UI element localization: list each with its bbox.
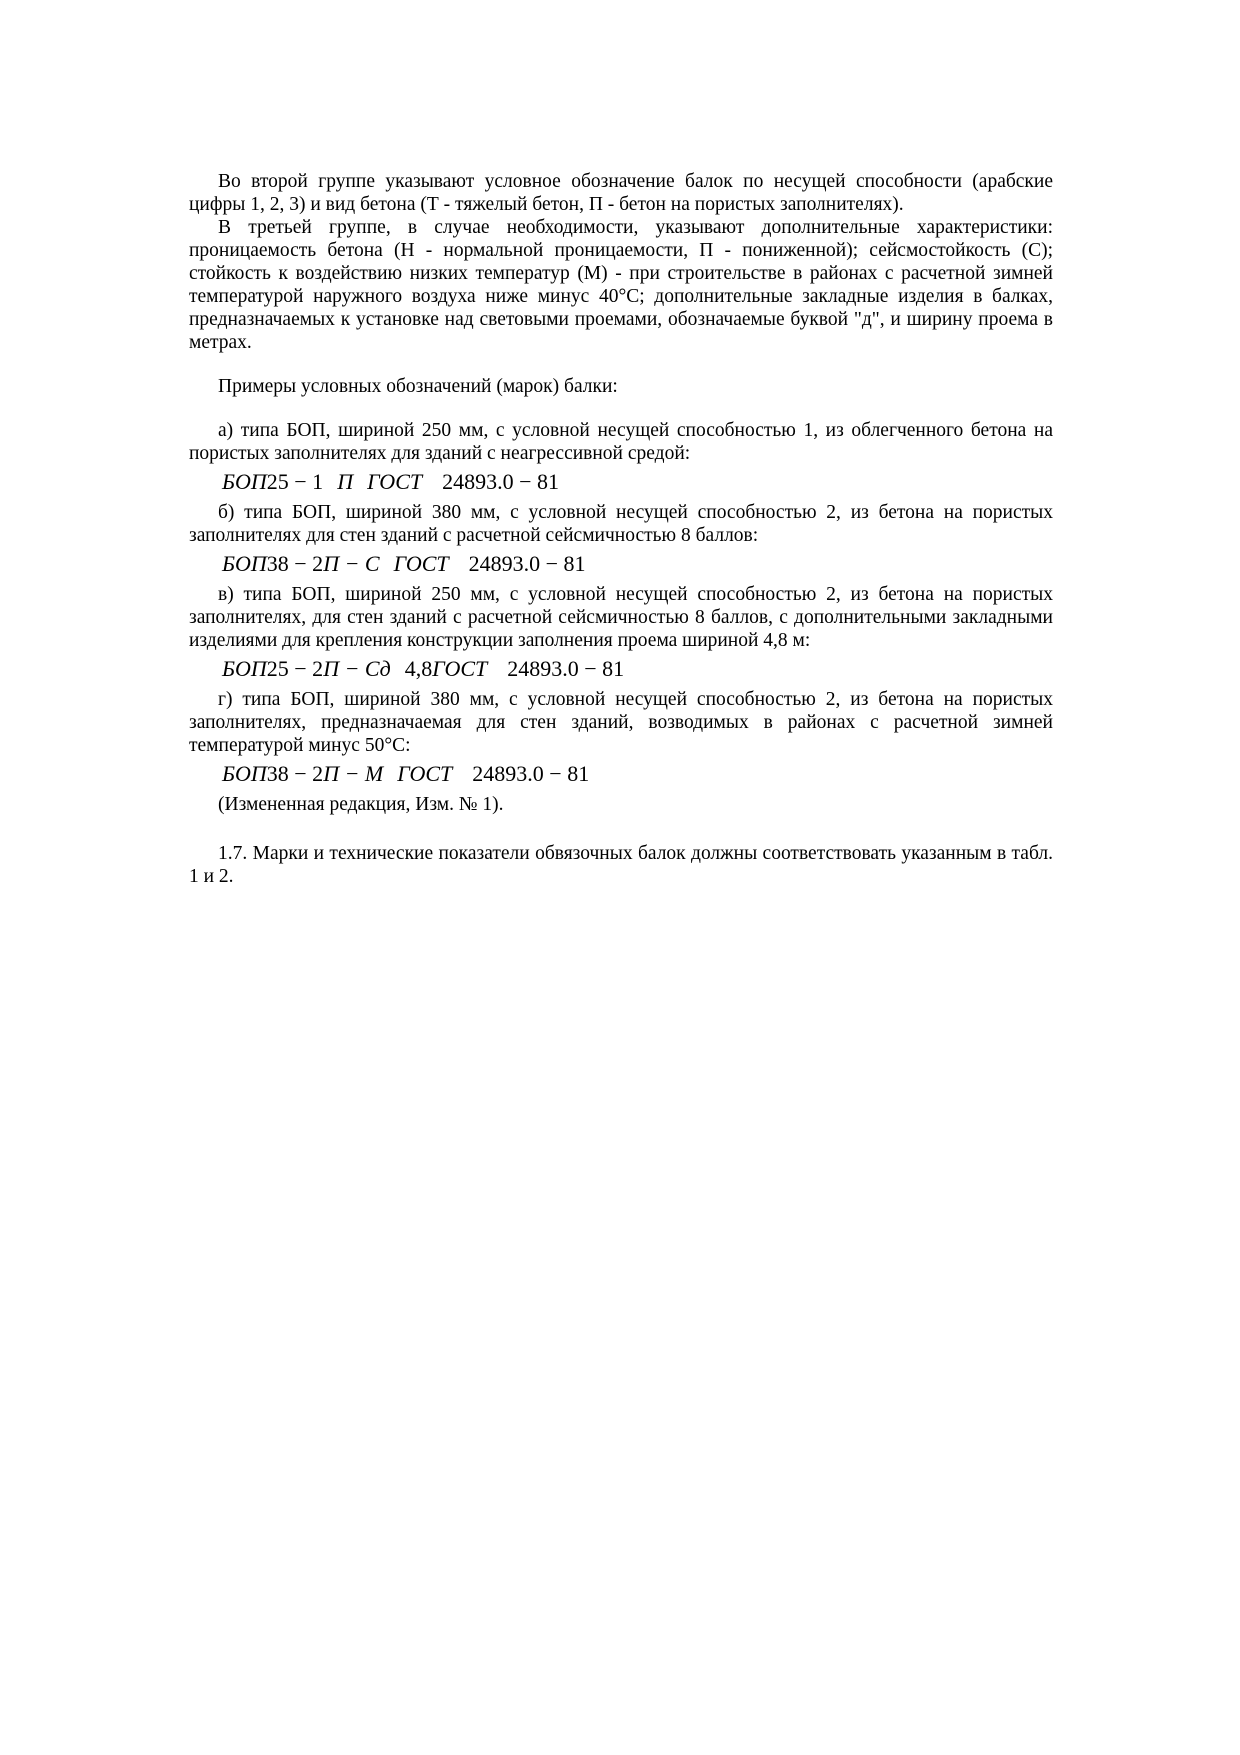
- paragraph-third-group: В третьей группе, в случае необходимости, указывают дополнительные характеристики: проницаемость бетона (Н - нормальной проницаемости, П - пониженной); сейсмостойкость (С); стойкость к воздействию низких температур (М) - при строительстве в районах с расчетной зимней температурой наружного воздуха ниже минус 40°С; дополнительные закладные изделия в балках, предназначаемых к установке над световыми проемами, обозначаемые буквой "д", и ширину проема в метрах.: [189, 217, 1053, 353]
- formula-part: БОП: [222, 761, 267, 786]
- formula-part: 38 − 2: [266, 551, 324, 576]
- document-page: [189, 170, 1053, 888]
- paragraph-example-g: г) типа БОП, шириной 380 мм, с условной несущей способностью 2, из бетона на пористых заполнителях, предназначаемая для стен зданий, возводимых в районах с расчетной зимней температурой минус 50°С:: [189, 689, 1053, 756]
- formula-part: БОП: [222, 469, 267, 494]
- formula-part: 24893.0 − 81: [507, 656, 625, 681]
- formula-part: БОП: [222, 656, 267, 681]
- paragraph-second-group: Во второй группе указывают условное обозначение балок по несущей способности (арабские цифры 1, 2, 3) и вид бетона (Т - тяжелый бетон, П - бетон на пористых заполнителях).: [189, 171, 1053, 215]
- formula-example-a: [222, 469, 1053, 495]
- formula-part: ГОСТ: [397, 761, 453, 786]
- formula-part: ГОСТ: [393, 551, 449, 576]
- paragraph-example-b: б) типа БОП, шириной 380 мм, с условной несущей способностью 2, из бетона на пористых заполнителях для стен зданий с расчетной сейсмичностью 8 баллов:: [189, 502, 1053, 546]
- formula-part: 24893.0 − 81: [442, 469, 560, 494]
- paragraph-example-v: в) типа БОП, шириной 250 мм, с условной несущей способностью 2, из бетона на пористых заполнителях, для стен зданий с расчетной сейсмичностью 8 баллов, с дополнительными закладными изделиями для крепления конструкции заполнения проема шириной 4,8 м:: [189, 584, 1053, 651]
- formula-part: 38 − 2: [266, 761, 324, 786]
- formula-part: П − Сд: [323, 656, 391, 681]
- formula-part: П − С: [323, 551, 380, 576]
- paragraph-example-a: а) типа БОП, шириной 250 мм, с условной несущей способностью 1, из облегченного бетона на пористых заполнителях для зданий с неагрессивной средой:: [189, 420, 1053, 464]
- formula-part: 24893.0 − 81: [472, 761, 590, 786]
- formula-part: 25 − 1: [266, 469, 324, 494]
- formula-part: 24893.0 − 81: [468, 551, 586, 576]
- formula-part: П: [337, 469, 354, 494]
- formula-part: ГОСТ: [367, 469, 423, 494]
- formula-part: П − М: [323, 761, 384, 786]
- paragraph-examples-heading: Примеры условных обозначений (марок) балки:: [218, 376, 618, 397]
- paragraph-amendment-note: (Измененная редакция, Изм. № 1).: [218, 794, 504, 815]
- formula-part: 4,8: [404, 656, 433, 681]
- formula-part: 25 − 2: [266, 656, 324, 681]
- formula-part: БОП: [222, 551, 267, 576]
- formula-part: ГОСТ: [432, 656, 488, 681]
- paragraph-section-1-7: 1.7. Марки и технические показатели обвязочных балок должны соответствовать указанным в табл. 1 и 2.: [189, 843, 1053, 887]
- formula-example-g: [222, 761, 1053, 787]
- formula-example-v: [222, 656, 1053, 682]
- formula-example-b: [222, 551, 1053, 577]
